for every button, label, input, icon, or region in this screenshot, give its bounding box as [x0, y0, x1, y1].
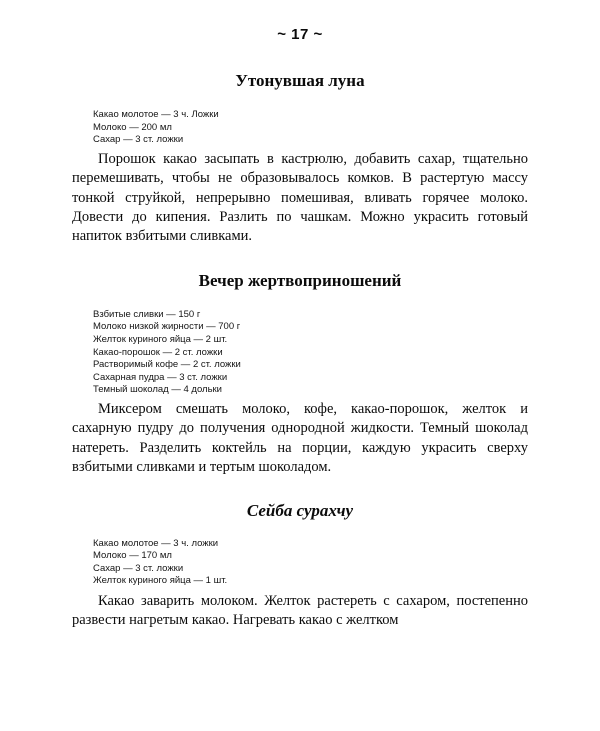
- recipe-title-2: Вечер жертвоприношений: [198, 270, 402, 290]
- recipe-title-1: Утонувшая луна: [235, 71, 365, 90]
- ingredient-item: Молоко — 200 мл: [93, 121, 172, 133]
- recipe-instructions-2: Миксером смешать молоко, кофе, какао-порошок, желток и сахарную пудру до получения однородной жидкости. Темный шоколад натереть. Разделить коктейль на порции, каждую украсить сверху взбитыми сливками и тертым шоколадом.: [72, 400, 528, 476]
- ingredient-item: Какао-порошок — 2 ст. ложки: [93, 346, 223, 358]
- recipe-instructions-1: Порошок какао засыпать в кастрюлю, добавить сахар, тщательно перемешивать, чтобы не образовывалось комков. В растертую массу тонкой струйкой, непрерывно помешивая, вливать горячее молоко. Довести до кипения. Разлить по чашкам. Можно украсить готовый напиток взбитыми сливками.: [72, 150, 528, 245]
- recipe-instructions-3: Какао заварить молоком. Желток растереть с сахаром, постепенно развести нагретым какао. Нагревать какао с желтком: [72, 592, 528, 629]
- ingredient-item: Темный шоколад — 4 дольки: [93, 384, 222, 396]
- ingredient-item: Молоко — 170 мл: [93, 550, 172, 562]
- recipe-title-3: Сейба сурахчу: [246, 500, 354, 520]
- ingredient-item: Взбитые сливки — 150 г: [93, 308, 201, 320]
- ingredient-list-2: [93, 309, 528, 397]
- ingredient-item: Сахар — 3 ст. ложки: [93, 562, 184, 574]
- ingredient-item: Желток куриного яйца — 2 шт.: [93, 334, 228, 345]
- page-number: ~ 17 ~: [277, 26, 323, 43]
- ingredient-list-3: [93, 538, 528, 588]
- ingredient-item: Растворимый кофе — 2 ст. ложки: [93, 359, 241, 371]
- ingredient-item: Какао молотое — 3 ч. ложки: [93, 537, 219, 549]
- ingredient-item: Сахарная пудра — 3 ст. ложки: [93, 371, 228, 383]
- ingredient-list-1: [93, 109, 528, 147]
- page-content: [72, 0, 528, 631]
- ingredient-item: Какао молотое — 3 ч. Ложки: [93, 109, 219, 120]
- ingredient-item: Молоко низкой жирности — 700 г: [93, 321, 241, 333]
- ingredient-item: Желток куриного яйца — 1 шт.: [93, 575, 228, 587]
- ingredient-item: Сахар — 3 ст. ложки: [93, 134, 184, 146]
